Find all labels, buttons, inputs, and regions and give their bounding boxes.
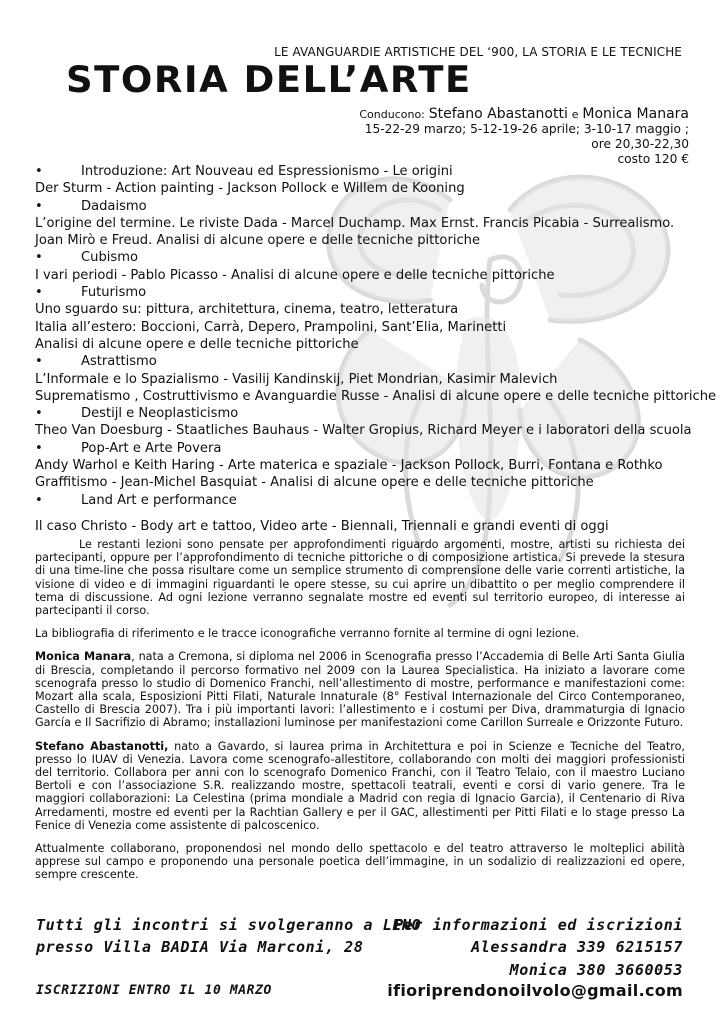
description-body bbox=[35, 538, 685, 892]
contact-monica: Monica 380 3660053 bbox=[509, 961, 683, 979]
section-line: Andy Warhol e Keith Haring - Arte materica e spaziale - Jackson Pollock, Burri, Fontana e Rothko bbox=[35, 458, 663, 474]
program-section-heading bbox=[35, 163, 695, 180]
course-title: STORIA DELL’ARTE bbox=[66, 58, 472, 101]
program-section-heading bbox=[35, 198, 695, 215]
program-list bbox=[35, 163, 717, 535]
section-line: Suprematismo , Costruttivismo e Avanguardie Russe - Analisi di alcune opere e delle tecniche pittoriche bbox=[35, 388, 717, 404]
location-line-2: presso Villa BADIA Via Marconi, 28 bbox=[36, 938, 364, 956]
contact-email: ifioriprendonoilvolo@gmail.com bbox=[387, 981, 683, 1000]
section-line: Der Sturm - Action painting - Jackson Pollock e Willem de Kooning bbox=[35, 181, 465, 197]
program-section-heading bbox=[35, 405, 695, 422]
program-section-heading bbox=[35, 440, 695, 457]
closing-paragraph: Attualmente collaborano, proponendosi nel mondo dello spettacolo e del teatro attraverso le molteplici abilità apprese sul campo e proponendo una personale poetica dell’immagine, in un sodalizio di realizzazioni ed opere, sempre crescente. bbox=[35, 842, 685, 882]
section-line: L’Informale e lo Spazialismo - Vasilij Kandinskij, Piet Mondrian, Kasimir Malevich bbox=[35, 371, 558, 387]
course-cost: costo 120 € bbox=[617, 152, 689, 166]
section-title: Astrattismo bbox=[81, 354, 157, 370]
bio-monica-text: , nata a Cremona, si diploma nel 2006 in Scenografia presso l’Accademia di Belle Arti Santa Giulia di Brescia, completando il percorso formativo nel 2009 con la Laurea Specialistica. Ha iniziato a lavorare come scenografa presso lo studio di Domenico Franchi, nell’allestimento di mostre, performance e manifestazioni come: Mozart alla scala, Esposizioni Pitti Filati, Naturale Innaturale (8° Festival Internazionale del Circo Contemporaneo, Castello di Brescia 2007). Tra i più importanti lavori: l’allestimento e i costumi per Diva, drammaturgia di Ignacio García e Il Sacrifizio di Abramo; installazioni luminose per manifestazioni come Carillon Surreale e Orizzonte Futuro. bbox=[35, 650, 685, 730]
section-title: Cubismo bbox=[81, 250, 138, 266]
course-details bbox=[359, 107, 689, 167]
section-line: Analisi di alcune opere e delle tecniche pittoriche bbox=[35, 336, 359, 352]
conductor-name-2: Monica Manara bbox=[582, 106, 689, 122]
course-dates: 15-22-29 marzo; 5-12-19-26 aprile; 3-10-17 maggio ; bbox=[364, 122, 689, 136]
section-line: Theo Van Doesburg - Staatliches Bauhaus - Walter Gropius, Richard Meyer e i laboratori della scuola bbox=[35, 423, 692, 439]
bullet-icon: • bbox=[35, 354, 43, 370]
section-title: Destijl e Neoplasticismo bbox=[81, 406, 239, 422]
conducono-label: Conducono: bbox=[359, 108, 425, 121]
section-title: Dadaismo bbox=[81, 198, 147, 214]
section-title: Futurismo bbox=[81, 285, 147, 301]
section-title: Land Art e performance bbox=[81, 492, 237, 508]
program-section-heading bbox=[35, 249, 695, 266]
section-title: Introduzione: Art Nouveau ed Espressionismo - Le origini bbox=[81, 164, 453, 179]
registration-deadline: ISCRIZIONI ENTRO IL 10 MARZO bbox=[36, 983, 272, 998]
bio-monica bbox=[35, 650, 685, 729]
program-section-heading bbox=[35, 284, 695, 301]
bullet-icon: • bbox=[35, 285, 43, 301]
info-title: Per informazioni ed iscrizioni bbox=[394, 916, 683, 934]
bullet-icon: • bbox=[35, 164, 43, 179]
section-line: Il caso Christo - Body art e tattoo, Video arte - Biennali, Triennali e grandi eventi di oggi bbox=[35, 518, 609, 534]
bullet-icon: • bbox=[35, 406, 43, 422]
bibliography-paragraph: La bibliografia di riferimento e le tracce iconografiche verranno fornite al termine di ogni lezione. bbox=[35, 627, 580, 641]
bullet-icon: • bbox=[35, 440, 43, 456]
bullet-icon: • bbox=[35, 198, 43, 214]
course-hours: ore 20,30-22,30 bbox=[591, 137, 689, 151]
section-line: Graffitismo - Jean-Michel Basquiat - Analisi di alcune opere e delle tecniche pittoriche bbox=[35, 475, 594, 491]
section-title: Pop-Art e Arte Povera bbox=[81, 440, 222, 456]
bio-monica-name: Monica Manara bbox=[35, 650, 132, 664]
section-line: Uno sguardo su: pittura, architettura, cinema, teatro, letteratura bbox=[35, 302, 459, 318]
bullet-icon: • bbox=[35, 250, 43, 266]
section-line: L’origine del termine. Le riviste Dada - Marcel Duchamp. Max Ernst. Francis Picabia - Surrealismo. bbox=[35, 215, 675, 231]
section-line: Italia all’estero: Boccioni, Carrà, Depero, Prampolini, Sant’Elia, Marinetti bbox=[35, 319, 507, 335]
program-section-heading bbox=[35, 353, 695, 370]
conductor-name-1: Stefano Abastanotti bbox=[428, 106, 568, 122]
intro-paragraph: Le restanti lezioni sono pensate per approfondimenti riguardo argomenti, mostre, artisti su richiesta dei partecipanti, oppure per l’approfondimento di tecniche pittoriche o di composizione artistica. Si prevede la stesura di una time-line che possa risultare come un semplice strumento di comprensione delle varie correnti artistiche, la visione di video e di immagini riguardanti le opere stesse, su cui aprire un dibattito o per meglio comprendere il tema di discussione. Ad ogni lezione verranno segnalate mostre ed eventi sul territorio europeo, di interesse ai partecipanti il corso. bbox=[35, 538, 685, 618]
contact-alessandra: Alessandra 339 6215157 bbox=[471, 938, 683, 956]
section-line: Joan Mirò e Freud. Analisi di alcune opere e delle tecniche pittoriche bbox=[35, 233, 481, 249]
program-section-heading bbox=[35, 492, 695, 509]
conductor-and: e bbox=[571, 108, 579, 121]
section-line: I vari periodi - Pablo Picasso - Analisi di alcune opere e delle tecniche pittoriche bbox=[35, 267, 555, 283]
bullet-icon: • bbox=[35, 492, 43, 508]
bio-stefano-name: Stefano Abastanotti, bbox=[35, 739, 169, 753]
bio-stefano bbox=[35, 740, 685, 832]
course-subtitle: LE AVANGUARDIE ARTISTICHE DEL ‘900, LA STORIA E LE TECNICHE bbox=[274, 45, 682, 59]
bio-stefano-text: nato a Gavardo, si laurea prima in Architettura e poi in Scienze e Tecniche del Teatro, presso lo IUAV di Venezia. Lavora come scenografo-allestitore, collaborando con molti dei maggiori professionisti del territorio. Collabora per anni con lo scenografo Domenico Franchi, con il Teatro Telaio, con il maestro Luciano Bertoli e con l’associazione S.R. realizzando mostre, spettacoli teatrali, eventi e corsi di vario genere. Tra le maggiori collaborazioni: La Celestina (prima mondiale a Madrid con regia di Ignacio Garcia), il Centenario di Riva Arredamenti, mostre ed eventi per la Rachtian Gallery e per il GAC, allestimenti per Pitti Filati e lo stage presso La Fenice di Venezia come assistente di palcoscenico. bbox=[35, 739, 685, 832]
location-line-1: Tutti gli incontri si svolgeranno a LENO bbox=[36, 916, 422, 934]
